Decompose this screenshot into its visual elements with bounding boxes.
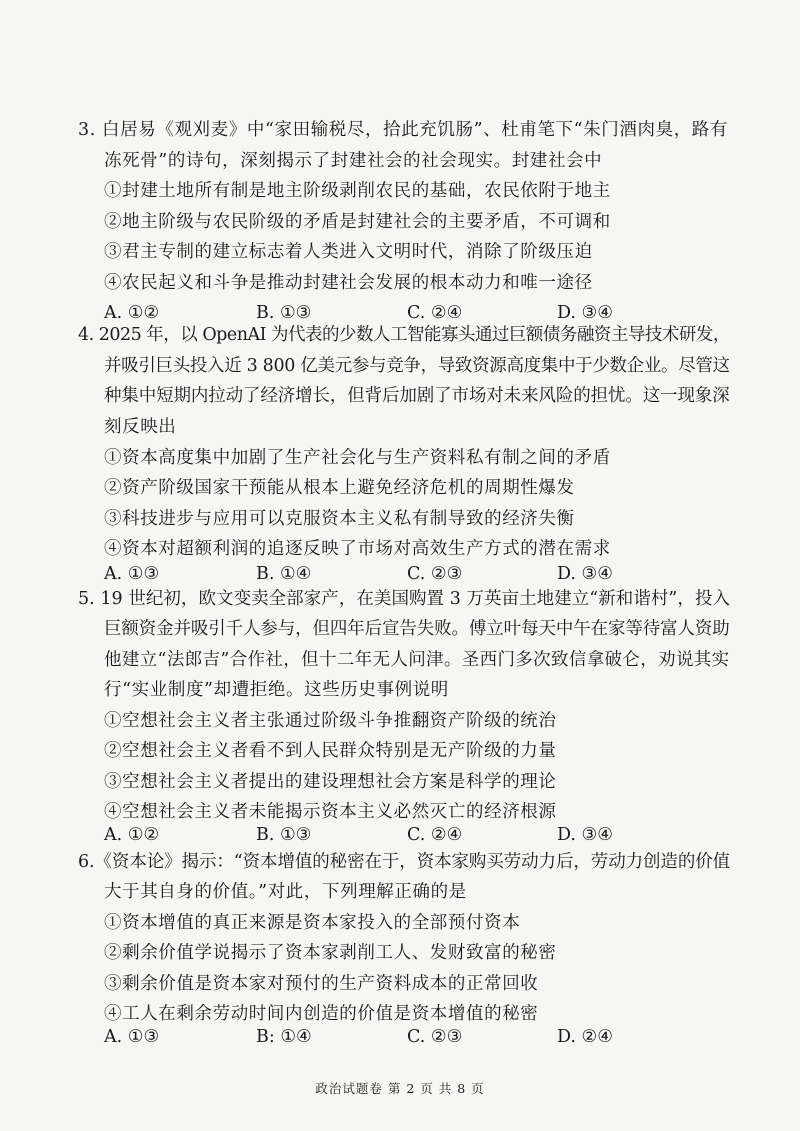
choice-c: C. ②③ [407,564,463,584]
choice-d: D. ③④ [557,303,613,323]
question-stem-line: 大于其自身的价值。”对此，下列理解正确的是 [104,882,467,902]
question-stem-line: 5. 19 世纪初，欧文变卖全部家产，在美国购置 3 万英亩土地建立“新和谐村”，投入 [78,589,731,609]
statement-item: ②剩余价值学说揭示了资本家剥削工人、发财致富的秘密 [104,943,557,963]
statement-item: ②地主阶级与农民阶级的矛盾是封建社会的主要矛盾，不可调和 [104,212,611,232]
statement-item: ③空想社会主义者提出的建设理想社会方案是科学的理论 [104,772,557,792]
question-stem-line: 并吸引巨头投入近 3 800 亿美元参与竞争，导致资源高度集中于少数企业。尽管这 [104,356,730,376]
choice-a: A. ①③ [104,564,160,584]
question-stem-line: 行“实业制度”却遭拒绝。这些历史事例说明 [104,680,449,700]
page-footer: 政治试题卷 第 2 页 共 8 页 [315,1081,485,1096]
statement-item: ④空想社会主义者未能揭示资本主义必然灭亡的经济根源 [104,802,557,822]
statement-item: ③君主专制的建立标志着人类进入文明时代，消除了阶级压迫 [104,242,593,262]
choice-c: C. ②③ [407,1027,463,1047]
statement-item: ③剩余价值是资本家对预付的生产资料成本的正常回收 [104,974,539,994]
question-stem-line: 刻反映出 [104,417,177,437]
question-stem-line: 4. 2025 年，以 OpenAI 为代表的少数人工智能寡头通过巨额债务融资主导技术研发， [78,325,730,345]
choice-b: B: ①④ [256,1027,312,1047]
question-stem-line: 巨额资金并吸引千人参与，但四年后宣告失败。傅立叶每天中午在家等待富人资助 [104,619,730,639]
statement-item: ①资本增值的真正来源是资本家投入的全部预付资本 [104,913,521,933]
choice-b: B. ①③ [256,825,312,845]
choice-a: A. ①② [104,825,160,845]
statement-item: ④农民起义和斗争是推动封建社会发展的根本动力和唯一途径 [104,273,593,293]
statement-item: ②资产阶级国家干预能从根本上避免经济危机的周期性爆发 [104,478,575,498]
choice-c: C. ②④ [407,825,463,845]
statement-item: ①资本高度集中加剧了生产社会化与生产资料私有制之间的矛盾 [104,448,611,468]
statement-item: ③科技进步与应用可以克服资本主义私有制导致的经济失衡 [104,509,575,529]
choice-b: B. ①③ [256,303,312,323]
statement-item: ④工人在剩余劳动时间内创造的价值是资本增值的秘密 [104,1004,539,1024]
statement-item: ④资本对超额利润的追逐反映了市场对高效生产方式的潜在需求 [104,539,611,559]
statement-item: ②空想社会主义者看不到人民群众特别是无产阶级的力量 [104,741,557,761]
question-stem-line: 种集中短期内拉动了经济增长，但背后加剧了市场对未来风险的担忧。这一现象深 [104,386,730,406]
choice-d: D. ②④ [557,1027,613,1047]
choice-d: D. ③④ [557,825,613,845]
question-stem-line: 6.《资本论》揭示：“资本增值的秘密在于，资本家购买劳动力后，劳动力创造的价值 [78,852,731,872]
statement-item: ①封建土地所有制是地主阶级剥削农民的基础，农民依附于地主 [104,181,611,201]
question-stem-line: 3. 白居易《观刈麦》中“家田输税尽，拾此充饥肠”、杜甫笔下“朱门酒肉臭，路有 [78,120,728,140]
choice-a: A. ①② [104,303,160,323]
choice-d: D. ③④ [557,564,613,584]
statement-item: ①空想社会主义者主张通过阶级斗争推翻资产阶级的统治 [104,711,557,731]
choice-b: B. ①④ [256,564,312,584]
choice-c: C. ②④ [407,303,463,323]
choice-a: A. ①③ [104,1027,160,1047]
question-stem-line: 冻死骨”的诗句，深刻揭示了封建社会的社会现实。封建社会中 [104,151,603,171]
question-stem-line: 他建立“法郎吉”合作社，但十二年无人问津。圣西门多次致信拿破仑，劝说其实 [104,650,730,670]
